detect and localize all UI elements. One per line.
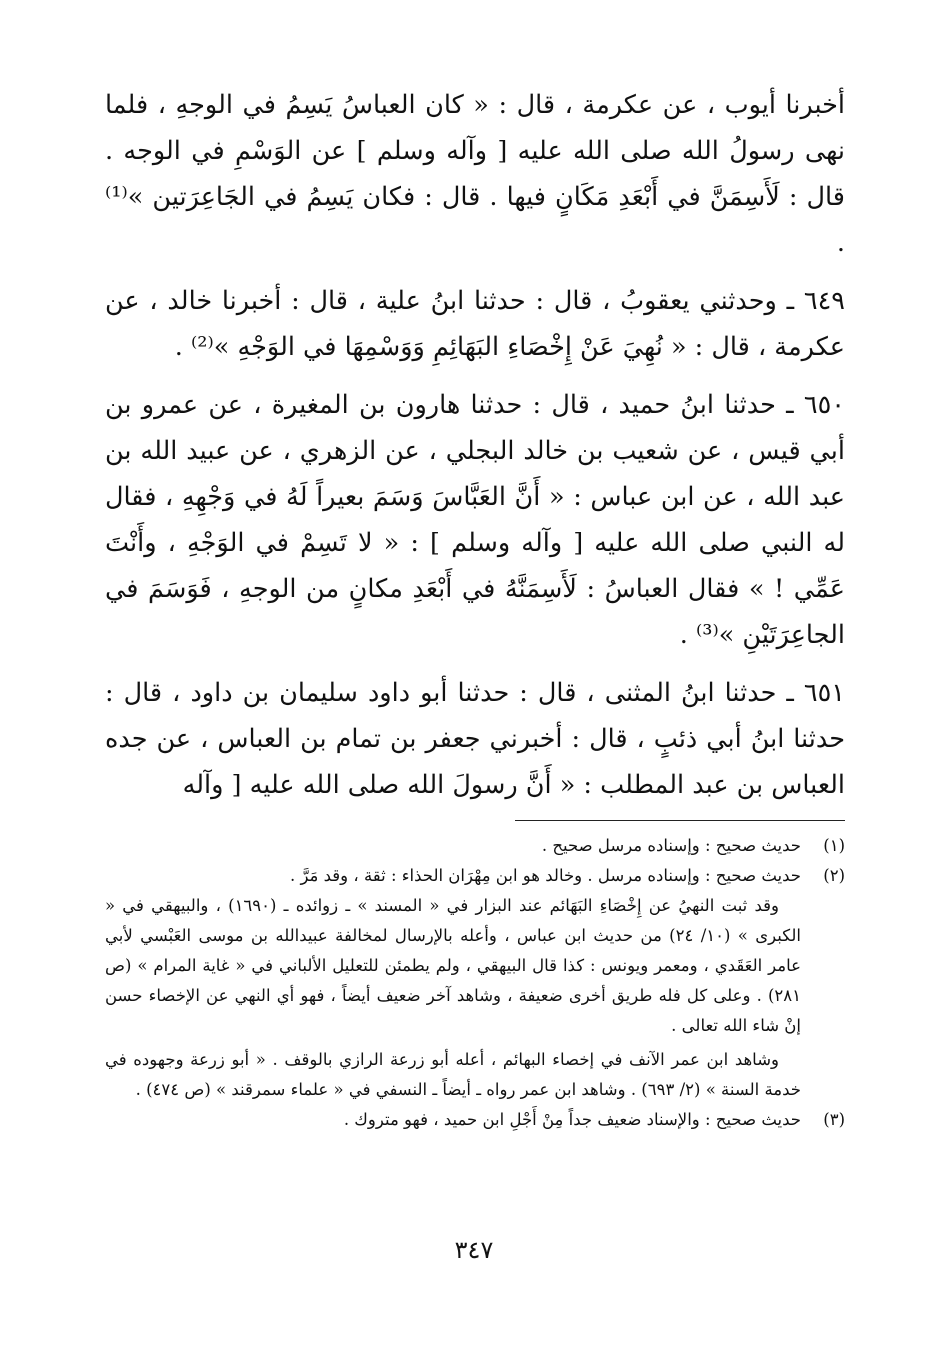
- footnotes: [105, 831, 845, 1135]
- main-text: [105, 82, 845, 808]
- footnote-body: [105, 861, 801, 1105]
- footnote-text: وقد ثبت النهيُ عن إِخْصَاءِ البَهَائم عند البزار في « المسند » ـ زوائده ـ (١٦٩٠) ، والبيهقي في « الكبرى » (١٠/ ٢٤) من حديث ابن عباس ، وأعله بالإرسال لمخالفة عبيدالله بن موسى العَبْسي لأبي عامر العَقَدي ، ومعمر ويونس : كذا قال البيهقي ، ولم يطمئن للتعليل الألباني في « غاية المرام » (ص ٢٨١) . وعلى كل فله طريق أخرى ضعيفة ، وشاهد آخر ضعيف أيضاً ، فهو أي النهي عن الإخصاء حسن إنْ شاء الله تعالى .: [105, 896, 801, 1035]
- footnote-3: [105, 1105, 845, 1135]
- footnote-number: (١): [823, 836, 845, 855]
- footnote-text: حديث صحيح : وإسناده مرسل . وخالد هو ابن مِهْرَان الحذاء : ثقة ، وقد مَرَّ .: [289, 866, 801, 885]
- footnote-1: [105, 831, 845, 861]
- footnote-number: (٣): [823, 1110, 845, 1129]
- hadith-650: ٦٥٠ ـ حدثنا ابنُ حميد ، قال : حدثنا هارون بن المغيرة ، عن عمرو بن أبي قيس ، عن شعيب بن خالد البجلي ، عن الزهري ، عن عبيد الله بن عبد الله ، عن ابن عباس : « أَنَّ العَبَّاسَ وَسَمَ بعيراً لَهُ في وَجْهِهِ ، فقال له النبي صلى الله عليه [ وآله وسلم ] : « لا تَسِمْ في الوَجْهِ ، وأَنْتَ عَمِّي ! » فقال العباسُ : لَأَسِمَنَّهُ في أَبْعَدِ مكانٍ من الوجهِ ، فَوَسَمَ في الجاعِرَتَيْنِ »⁽³⁾ .: [105, 390, 845, 650]
- footnote-2: [105, 861, 845, 1105]
- footnote-body: [105, 1105, 801, 1135]
- footnote-separator: [515, 820, 845, 821]
- book-page: [105, 82, 845, 1135]
- footnote-text: حديث صحيح : وإسناده مرسل صحيح .: [541, 836, 801, 855]
- page-number: ٣٤٧: [454, 1236, 494, 1264]
- footnote-text: حديث صحيح : والإسناد ضعيف جداً مِنْ أَجْلِ ابن حميد ، فهو متروك .: [343, 1110, 801, 1129]
- hadith-649: ٦٤٩ ـ وحدثني يعقوبُ ، قال : حدثنا ابنُ علية ، قال : أخبرنا خالد ، عن عكرمة ، قال : « نُهِيَ عَنْ إِخْصَاءِ البَهَائِمِ وَوَسْمِهَا في الوَجْهِ »⁽²⁾ .: [105, 286, 845, 362]
- footnote-number: (٢): [823, 866, 845, 885]
- paragraph-continuation: أخبرنا أيوب ، عن عكرمة ، قال : « كان العباسُ يَسِمُ في الوجهِ ، فلما نهى رسولُ الله صلى الله عليه [ وآله وسلم ] عن الوَسْمِ في الوجه . قال : لَأَسِمَنَّ في أَبْعَدِ مَكَانٍ فيها . قال : فكان يَسِمُ في الجَاعِرَتين »⁽¹⁾ .: [105, 90, 845, 258]
- footnote-body: [105, 831, 801, 861]
- hadith-651: ٦٥١ ـ حدثنا ابنُ المثنى ، قال : حدثنا أبو داود سليمان بن داود ، قال : حدثنا ابنُ أبي ذئبٍ ، قال : أخبرني جعفر بن تمام بن العباس ، عن جده العباس بن عبد المطلب : « أَنَّ رسولَ الله صلى الله عليه [ وآله: [105, 678, 845, 800]
- footnote-text: وشاهد ابن عمر الآنف في إخصاء البهائم ، أعله أبو زرعة الرازي بالوقف . « أبو زرعة وجهوده في خدمة السنة » (٢/ ٦٩٣) . وشاهد ابن عمر رواه ـ أيضاً ـ النسفي في « علماء سمرقند » (ص ٤٧٤) .: [105, 1050, 801, 1099]
